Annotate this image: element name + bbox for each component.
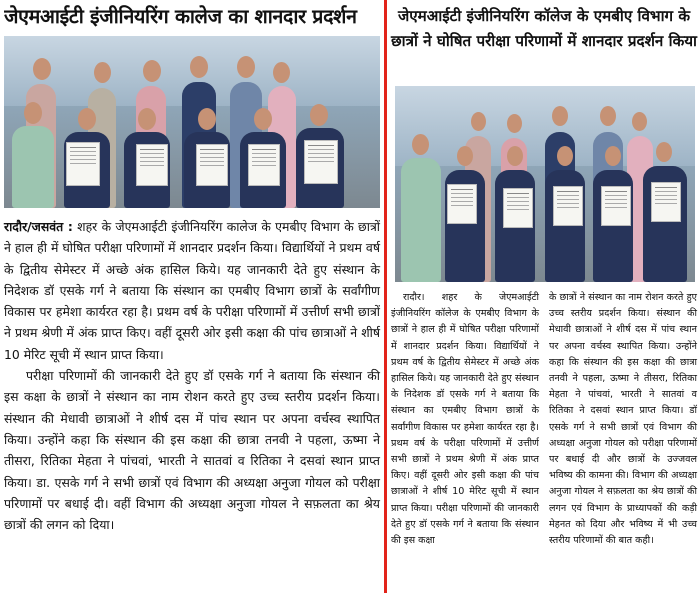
right-article-body <box>391 290 697 590</box>
right-group-photo <box>395 86 695 282</box>
right-column-1-text: रादौर। शहर के जेएमआईटी इंजीनियरिंग कॉलेज के एमबीए विभाग के छात्रों ने हाल ही में घोषित परीक्षा परिणामों में शानदार प्रदर्शन किया। विद्यार्थियों ने प्रथम वर्ष के द्वितीय सेमेस्टर में अच्छे अंक हासिल किये। यह जानकारी देते हुए संस्थान के निदेशक डॉ एसके गर्ग ने बताया कि संस्थान का एमबीए विभाग छात्रों के सर्वांगीण विकास पर हमेशा कार्यरत रहा है। प्रथम वर्ष के परीक्षा परिणामों में उत्तीर्ण सभी छात्रों ने प्रथम श्रेणी में अंक प्राप्त किए। वहीं दूसरी ओर इसी कक्षा की पांच छात्राओं ने शीर्ष 10 मेरिट सूची में स्थान प्राप्त किया। परीक्षा परिणामों की जानकारी देते हुए डॉ एसके गर्ग ने बताया कि संस्थान की इस कक्षा <box>391 292 539 547</box>
right-column-2-text: के छात्रों ने संस्थान का नाम रोशन करते हुए उच्च स्तरीय प्रदर्शन किया। संस्थान की मेधावी छात्राओं ने शीर्ष दस में पांच स्थान पर अपना वर्चस्व स्थापित किया। उन्होंने कहा कि संस्थान की इस कक्षा की छात्रा तनवी ने पहला, ऊष्मा ने तीसरा, रितिका मेहता ने पांचवां, भारती ने सातवां व रितिका ने दसवां स्थान प्राप्त किया। डॉ एसके गर्ग ने सभी छात्रों एवं विभाग की अध्यक्षा अनुजा गोयल को परीक्षा परिणामों पर बधाई दी और छात्रों के उज्जवल भविष्य की कामना की। विभाग की अध्यक्षा अनुजा गोयल ने सफ़लता का श्रेय छात्रों की लगन एवं विभाग के प्राध्यापकों की कड़ी मेहनत को दिया और भविष्य में भी उच्च स्तरीय परिणामों की बात कही। <box>549 292 697 547</box>
left-paragraph-2: परीक्षा परिणामों की जानकारी देते हुए डॉ एसके गर्ग ने बताया कि संस्थान की इस कक्षा के छात्रों ने संस्थान का नाम रोशन करते हुए उच्च स्तरीय प्रदर्शन किया। संस्थान की मेधावी छात्राओं ने शीर्ष दस में पांच स्थान पर अपना वर्चस्व स्थापित किया। उन्होंने कहा कि संस्थान की इस कक्षा की छात्रा तनवी ने पहला, ऊष्मा ने तीसरा, रितिका मेहता ने पांचवां, भारती ने सातवां व रितिका ने दसवां स्थान प्राप्त किया। डा. एसके गर्ग ने सभी छात्रों एवं विभाग की अध्यक्षा अनुजा गोयल को परीक्षा परिणामों पर बधाई दी। वहीं विभाग की अध्यक्षा अनुजा गोयल ने सफ़लता का श्रेय छात्रों की लगन को दिया। <box>4 368 380 533</box>
right-headline: जेएमआईटी इंजीनियरिंग कॉलेज के एमबीए विभाग के छात्रों ने घोषित परीक्षा परिणामों में शानदार प्रदर्शन किया <box>391 7 697 50</box>
column-divider <box>384 0 387 593</box>
left-byline: रादौर/जसवंत : <box>4 219 73 234</box>
right-clipping <box>389 0 700 593</box>
left-paragraph-1: शहर के जेएमआईटी इंजीनियरिंग कालेज के एमबीए विभाग के छात्रों ने हाल ही में घोषित परीक्षा परिणामों में शानदार प्रदर्शन किया। विद्यार्थियों ने प्रथम वर्ष के द्वितीय सेमेस्टर में अच्छे अंक हासिल किये। यह जानकारी देते हुए संस्थान के निदेशक डॉ एसके गर्ग ने बताया कि संस्थान का एमबीए विभाग छात्रों के सर्वांगीण विकास पर हमेशा कार्यरत रहा है। प्रथम वर्ष के परीक्षा परिणामों में उत्तीर्ण सभी छात्रों ने प्रथम श्रेणी में अंक प्राप्त किए। वहीं दूसरी ओर इसी कक्षा की पांच छात्राओं ने शीर्ष 10 मेरिट सूची में स्थान प्राप्त किया। <box>4 219 380 362</box>
right-column-1 <box>391 290 539 549</box>
right-column-2 <box>549 290 697 549</box>
left-group-photo <box>4 36 380 208</box>
left-headline: जेएमआईटी इंजीनियरिंग कालेज का शानदार प्रदर्शन <box>4 5 357 28</box>
left-article-body <box>4 216 380 535</box>
